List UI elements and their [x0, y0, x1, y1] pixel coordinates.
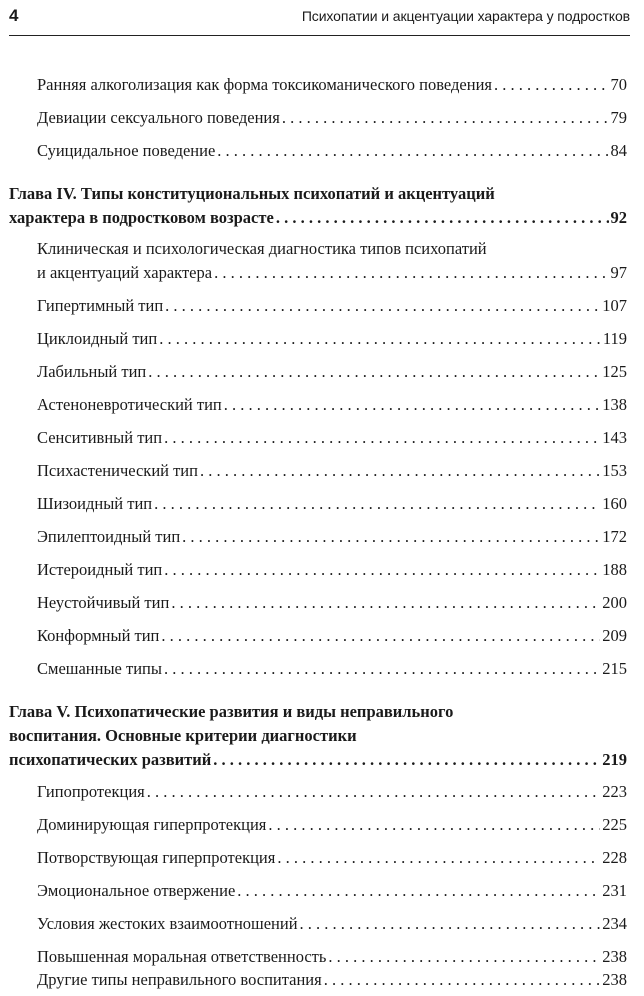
toc-entry[interactable]: [37, 945, 627, 969]
chapter-5-heading[interactable]: [9, 748, 627, 772]
toc-entry-page: 97: [610, 263, 627, 282]
toc-entry-page: 153: [602, 461, 627, 480]
toc-entry[interactable]: [37, 912, 627, 936]
toc-entry-title: Психастенический тип: [37, 461, 198, 480]
leader-dots: [164, 558, 600, 582]
toc-entry-title: Условия жестоких взаимоотношений: [37, 914, 298, 933]
toc-entry-title: Конформный тип: [37, 626, 160, 645]
toc-entry-title: Суицидальное поведение: [37, 141, 216, 160]
toc-entry-page: 172: [602, 527, 627, 546]
page-number: 4: [9, 6, 19, 25]
leader-dots: [328, 945, 600, 969]
leader-dots: [277, 846, 600, 870]
toc-entry[interactable]: [37, 492, 627, 516]
toc-entry[interactable]: [37, 846, 627, 870]
toc-entry[interactable]: [37, 968, 627, 992]
toc-entry-page: 119: [602, 329, 627, 348]
toc-entry-title: Сенситивный тип: [37, 428, 163, 447]
toc-entry-page: 231: [602, 881, 627, 900]
chapter-4-heading-line2: характера в подростковом возрасте: [9, 208, 274, 227]
toc-entry-title: Неустойчивый тип: [37, 593, 170, 612]
chapter-5-heading-line2[interactable]: воспитания. Основные критерии диагностики: [9, 726, 357, 745]
toc-entry-page: 84: [610, 141, 627, 160]
toc-entry-title: Ранняя алкоголизация как форма токсикоманического поведения: [37, 75, 493, 94]
chapter-4-page: 92: [610, 208, 627, 227]
toc-entry-page: 209: [602, 626, 627, 645]
toc-entry-title: Эмоциональное отвержение: [37, 881, 236, 900]
leader-dots: [171, 591, 600, 615]
leader-dots: [300, 912, 601, 936]
toc-entry-title: Другие типы неправильного воспитания: [37, 970, 322, 989]
toc-entry-title: Эпилептоидный тип: [37, 527, 181, 546]
toc-entry[interactable]: [37, 327, 627, 351]
leader-dots: [268, 813, 600, 837]
leader-dots: [164, 426, 600, 450]
toc-entry[interactable]: [37, 426, 627, 450]
chapter-4-heading-line1[interactable]: Глава IV. Типы конституциональных психопатий и акцентуаций: [9, 184, 495, 203]
leader-dots: [182, 525, 600, 549]
toc-entry-page: 223: [602, 782, 627, 801]
chapter-4-heading[interactable]: [9, 206, 627, 230]
toc-entry[interactable]: [37, 294, 627, 318]
toc-entry-page: 234: [602, 914, 627, 933]
leader-dots: [161, 624, 600, 648]
toc-entry-page: 228: [602, 848, 627, 867]
toc-entry-title: и акцентуаций характера: [37, 263, 213, 282]
toc-entry[interactable]: [37, 360, 627, 384]
leader-dots: [224, 393, 601, 417]
leader-dots: [217, 139, 608, 163]
leader-dots: [214, 261, 608, 285]
toc-entry-page: 160: [602, 494, 627, 513]
leader-dots: [200, 459, 600, 483]
chapter-5-heading-line1[interactable]: Глава V. Психопатические развития и виды неправильного: [9, 702, 454, 721]
leader-dots: [237, 879, 600, 903]
toc-entry-title: Лабильный тип: [37, 362, 147, 381]
toc-entry-page: 200: [602, 593, 627, 612]
leader-dots: [159, 327, 601, 351]
running-title: Психопатии и акцентуации характера у подростков: [301, 8, 630, 24]
toc-entry-title: Гипертимный тип: [37, 296, 164, 315]
toc-entry-title: Гипопротекция: [37, 782, 145, 801]
page-header: [0, 0, 644, 38]
toc-entry-page: 238: [602, 970, 627, 989]
chapter-5-heading-line3: психопатических развитий: [9, 750, 212, 769]
leader-dots: [148, 360, 600, 384]
toc-entry-title: Девиации сексуального поведения: [37, 108, 280, 127]
toc-entry-page: 238: [602, 947, 627, 966]
leader-dots: [154, 492, 600, 516]
toc-entry-title: Смешанные типы: [37, 659, 162, 678]
toc-entry[interactable]: [37, 393, 627, 417]
toc-entry-title: Повышенная моральная ответственность: [37, 947, 327, 966]
toc-entry-page: 138: [602, 395, 627, 414]
toc-entry[interactable]: [37, 780, 627, 804]
leader-dots: [165, 294, 600, 318]
toc-entry[interactable]: [37, 879, 627, 903]
toc-entry[interactable]: [37, 657, 627, 681]
toc-entry[interactable]: [37, 261, 627, 285]
toc-entry[interactable]: [37, 624, 627, 648]
chapter-5-page: 219: [602, 750, 627, 769]
header-rule: [9, 35, 630, 36]
toc-entry[interactable]: [37, 459, 627, 483]
toc-entry-page: 125: [602, 362, 627, 381]
toc-entry[interactable]: [37, 558, 627, 582]
toc-entry-page: 188: [602, 560, 627, 579]
toc-entry-title: Потворствующая гиперпротекция: [37, 848, 276, 867]
toc-entry[interactable]: [37, 106, 627, 130]
leader-dots: [282, 106, 609, 130]
toc-entry-page: 79: [610, 108, 627, 127]
toc-entry-page: 107: [602, 296, 627, 315]
toc-entry[interactable]: [37, 525, 627, 549]
toc-entry-title: Истероидный тип: [37, 560, 163, 579]
leader-dots: [147, 780, 601, 804]
toc-entry-page: 143: [602, 428, 627, 447]
toc-entry[interactable]: [37, 73, 627, 97]
leader-dots: [324, 968, 601, 992]
toc-entry-title: Доминирующая гиперпротекция: [37, 815, 267, 834]
leader-dots: [164, 657, 600, 681]
toc-entry-title: Шизоидный тип: [37, 494, 153, 513]
toc-entry-page: 215: [602, 659, 627, 678]
toc-entry-title: Астеноневротический тип: [37, 395, 222, 414]
leader-dots: [276, 206, 609, 230]
leader-dots: [494, 73, 608, 97]
toc-entry[interactable]: [37, 813, 627, 837]
toc-entry[interactable]: [37, 591, 627, 615]
toc-entry-page: 225: [602, 815, 627, 834]
toc-entry-page: 70: [610, 75, 627, 94]
toc-entry-title: Циклоидный тип: [37, 329, 158, 348]
toc-entry-title-line1[interactable]: Клиническая и психологическая диагностика типов психопатий: [37, 239, 487, 258]
toc-entry[interactable]: [37, 139, 627, 163]
leader-dots: [213, 748, 600, 772]
